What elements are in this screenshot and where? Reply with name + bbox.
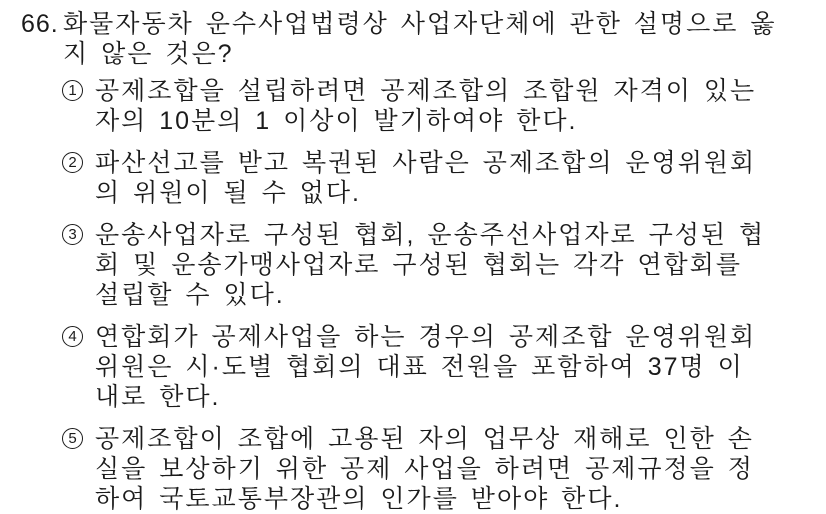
choice-marker-5: 5: [62, 428, 83, 449]
choice-text-line: 자의 10분의 1 이상이 발기하여야 한다.: [95, 107, 578, 135]
choice-text-line: 의 위원이 될 수 없다.: [95, 179, 361, 207]
choice-text: [95, 322, 756, 412]
question-text-line: 지 않은 것은?: [63, 40, 234, 68]
circled-number-icon: [62, 148, 83, 173]
choice-text-line: 공제조합이 조합에 고용된 자의 업무상 재해로 인한 손: [95, 425, 754, 453]
choice-item-2: [62, 148, 826, 208]
choice-text: [95, 220, 765, 310]
choice-item-4: [62, 322, 826, 412]
question-number: 66.: [21, 10, 59, 38]
choice-text-line: 내로 한다.: [95, 383, 221, 411]
choice-text-line: 하여 국토교통부장관의 인가를 받아야 한다.: [95, 485, 623, 513]
choice-marker-2: 2: [62, 152, 83, 173]
choice-text: [95, 76, 756, 136]
circled-number-icon: [62, 76, 83, 101]
choice-text-line: 회 및 운송가맹사업자로 구성된 협회는 각각 연합회를: [95, 251, 742, 279]
choice-item-3: [62, 220, 826, 310]
question-row: [21, 9, 826, 69]
choice-marker-1: 1: [62, 80, 83, 101]
question-text-line: 화물자동차 운수사업법령상 사업자단체에 관한 설명으로 옳: [63, 10, 777, 38]
choice-text-line: 설립할 수 있다.: [95, 281, 285, 309]
choice-item-5: [62, 424, 826, 514]
choice-text-line: 위원은 시·도별 협회의 대표 전원을 포함하여 37명 이: [95, 353, 744, 381]
choice-text-line: 운송사업자로 구성된 협회, 운송주선사업자로 구성된 협: [95, 221, 766, 249]
choice-text: [95, 424, 754, 514]
question-text: [63, 9, 776, 69]
circled-number-icon: [62, 424, 83, 449]
choice-text-line: 연합회가 공제사업을 하는 경우의 공제조합 운영위원회: [95, 323, 757, 351]
choice-text-line: 파산선고를 받고 복권된 사람은 공제조합의 운영위원회: [95, 149, 757, 177]
choice-marker-4: 4: [62, 326, 83, 347]
choice-marker-3: 3: [62, 224, 83, 245]
choice-item-1: [62, 76, 826, 136]
circled-number-icon: [62, 220, 83, 245]
choice-text: [95, 148, 756, 208]
choice-list: [62, 76, 826, 514]
choice-text-line: 실을 보상하기 위한 공제 사업을 하려면 공제규정을 정: [95, 455, 754, 483]
choice-text-line: 공제조합을 설립하려면 공제조합의 조합원 자격이 있는: [95, 77, 757, 105]
circled-number-icon: [62, 322, 83, 347]
